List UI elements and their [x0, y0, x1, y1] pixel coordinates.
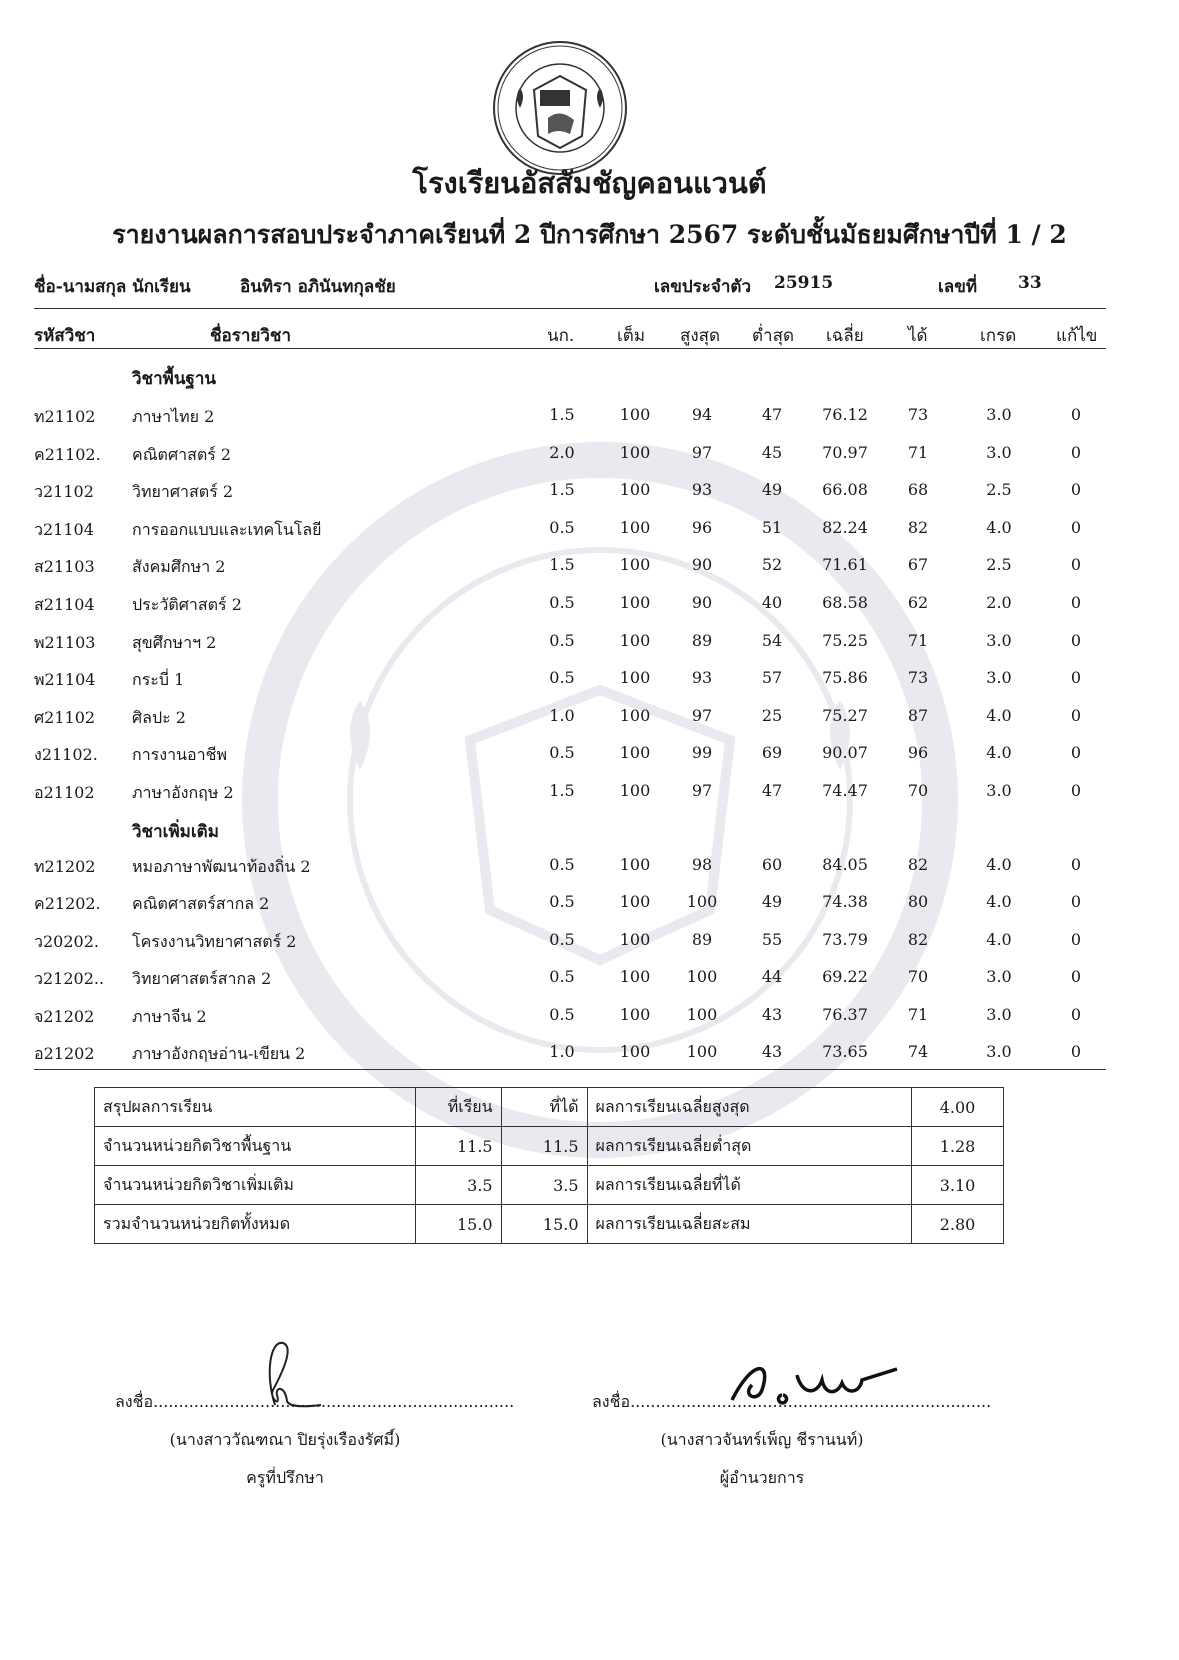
cell-avg: 73.79 — [822, 929, 868, 949]
cell-full: 100 — [619, 405, 651, 424]
cell-full: 100 — [619, 855, 651, 874]
student-name: อินทิรา อภินันทกุลชัย — [240, 277, 396, 297]
summary-result-label: ผลการเรียนเฉลี่ยสะสม — [587, 1205, 912, 1244]
summary-result-value: 4.00 — [912, 1088, 1004, 1127]
cell-score: 68 — [907, 480, 929, 500]
header-fix: แก้ไข — [1056, 326, 1098, 346]
cell-min: 47 — [761, 405, 783, 424]
cell-avg: 84.05 — [822, 855, 868, 874]
cell-avg: 75.25 — [822, 630, 868, 650]
advisor-position: ครูที่ปรึกษา — [246, 1468, 324, 1487]
table-row — [0, 1042, 1179, 1072]
cell-max: 100 — [686, 1004, 718, 1024]
cell-score: 87 — [907, 705, 929, 725]
cell-grade: 2.5 — [986, 555, 1012, 575]
cell-full: 100 — [619, 1004, 651, 1024]
cell-min: 40 — [761, 593, 783, 612]
cell-full: 100 — [619, 555, 651, 575]
cell-max: 100 — [686, 1042, 718, 1061]
table-row — [0, 781, 1179, 811]
cell-max: 90 — [691, 555, 713, 575]
cell-score: 82 — [907, 517, 929, 537]
table-row — [0, 480, 1179, 510]
cell-avg: 71.61 — [822, 555, 868, 575]
summary-result-label: ผลการเรียนเฉลี่ยสูงสุด — [587, 1088, 912, 1127]
summary-result-value: 3.10 — [912, 1166, 1004, 1205]
cell-fix: 0 — [1070, 630, 1082, 650]
cell-credit: 0.5 — [549, 1004, 575, 1024]
cell-min: 49 — [761, 892, 783, 912]
cell-name: ประวัติศาสตร์ 2 — [132, 595, 242, 614]
student-number: 33 — [1018, 273, 1042, 293]
cell-grade: 3.0 — [986, 1042, 1012, 1061]
cell-credit: 1.5 — [549, 405, 575, 424]
table-row — [0, 1005, 1179, 1035]
cell-min: 43 — [761, 1004, 783, 1024]
table-row — [0, 443, 1179, 473]
cell-max: 89 — [691, 630, 713, 650]
cell-fix: 0 — [1070, 442, 1082, 462]
cell-fix: 0 — [1070, 781, 1082, 800]
cell-code: ว21104 — [34, 519, 94, 539]
cell-avg: 76.12 — [822, 405, 868, 424]
summary-table — [94, 1087, 1004, 1244]
cell-min: 45 — [761, 442, 783, 462]
cell-code: ท21102 — [34, 407, 96, 426]
cell-code: ส21104 — [34, 595, 95, 614]
header-score: ได้ — [908, 326, 928, 346]
advisor-name: (นางสาววัณฑณา ปิยรุ่งเรืองรัศมี์) — [169, 1430, 401, 1449]
cell-full: 100 — [619, 517, 651, 537]
table-row — [0, 518, 1179, 548]
cell-min: 44 — [761, 967, 783, 987]
table-row — [0, 593, 1179, 623]
cell-avg: 66.08 — [822, 480, 868, 500]
cell-fix: 0 — [1070, 1004, 1082, 1024]
table-row — [0, 706, 1179, 736]
cell-name: กระบี่ 1 — [132, 670, 185, 690]
cell-credit: 1.0 — [549, 705, 575, 725]
cell-name: ภาษาอังกฤษ 2 — [132, 783, 234, 802]
cell-fix: 0 — [1070, 743, 1082, 763]
cell-grade: 4.0 — [986, 929, 1012, 949]
cell-grade: 4.0 — [986, 855, 1012, 874]
cell-max: 89 — [691, 929, 713, 949]
cell-name: ศิลปะ 2 — [132, 707, 186, 727]
director-name: (นางสาวจันทร์เพ็ญ ชีรานนท์) — [660, 1430, 864, 1449]
summary-col-enrolled: ที่เรียน — [415, 1088, 501, 1127]
cell-max: 99 — [691, 743, 713, 763]
cell-credit: 0.5 — [549, 929, 575, 949]
table-bottom-rule — [34, 1069, 1106, 1070]
cell-code: ว20202. — [34, 931, 99, 951]
header-credit: นก. — [547, 326, 575, 346]
cell-credit: 1.5 — [549, 555, 575, 575]
cell-max: 97 — [691, 442, 713, 462]
cell-code: ศ21102 — [34, 707, 96, 727]
cell-name: คณิตศาสตร์ 2 — [132, 444, 232, 464]
header-min: ต่ำสุด — [752, 326, 795, 346]
cell-code: อ21102 — [34, 783, 95, 802]
cell-avg: 76.37 — [822, 1004, 868, 1024]
cell-credit: 0.5 — [549, 743, 575, 763]
cell-score: 82 — [907, 929, 929, 949]
cell-grade: 3.0 — [986, 1004, 1012, 1024]
cell-code: ง21102. — [34, 745, 98, 765]
cell-credit: 0.5 — [549, 892, 575, 912]
cell-credit: 2.0 — [549, 442, 575, 462]
cell-code: พ21104 — [34, 670, 96, 690]
cell-fix: 0 — [1070, 517, 1082, 537]
summary-row — [95, 1127, 1004, 1166]
cell-grade: 3.0 — [986, 405, 1012, 424]
cell-full: 100 — [619, 929, 651, 949]
cell-avg: 73.65 — [822, 1042, 868, 1061]
cell-name: การออกแบบและเทคโนโลยี — [132, 519, 322, 539]
cell-score: 62 — [907, 593, 929, 612]
header-top-rule — [34, 308, 1106, 309]
cell-min: 57 — [761, 668, 783, 688]
cell-fix: 0 — [1070, 929, 1082, 949]
header-avg: เฉลี่ย — [826, 326, 864, 346]
cell-score: 70 — [907, 967, 929, 987]
cell-max: 93 — [691, 480, 713, 500]
summary-result-value: 2.80 — [912, 1205, 1004, 1244]
cell-code: ว21102 — [34, 482, 94, 502]
cell-name: สังคมศึกษา 2 — [132, 557, 226, 577]
cell-grade: 2.5 — [986, 480, 1012, 500]
cell-min: 60 — [761, 855, 783, 874]
table-row — [0, 892, 1179, 922]
cell-credit: 0.5 — [549, 593, 575, 612]
cell-grade: 2.0 — [986, 593, 1012, 612]
cell-name: วิทยาศาสตร์ 2 — [132, 482, 234, 502]
cell-code: ว21202.. — [34, 969, 105, 989]
summary-row-earned: 11.5 — [501, 1127, 587, 1166]
cell-max: 96 — [691, 517, 713, 537]
cell-name: วิทยาศาสตร์สากล 2 — [132, 969, 272, 989]
cell-score: 70 — [907, 781, 929, 800]
school-seal-icon — [490, 38, 630, 178]
director-position: ผู้อำนวยการ — [719, 1468, 805, 1487]
summary-title: สรุปผลการเรียน — [95, 1088, 416, 1127]
cell-score: 67 — [907, 555, 929, 575]
cell-name: คณิตศาสตร์สากล 2 — [132, 894, 270, 914]
header-max: สูงสุด — [680, 326, 721, 346]
cell-grade: 3.0 — [986, 668, 1012, 688]
cell-avg: 68.58 — [822, 593, 868, 612]
student-number-label: เลขที่ — [938, 277, 978, 297]
cell-full: 100 — [619, 1042, 651, 1061]
cell-grade: 4.0 — [986, 517, 1012, 537]
cell-fix: 0 — [1070, 555, 1082, 575]
cell-grade: 3.0 — [986, 630, 1012, 650]
cell-min: 51 — [761, 517, 783, 537]
cell-max: 94 — [691, 405, 713, 424]
summary-row-label: จำนวนหน่วยกิตวิชาเพิ่มเติม — [95, 1166, 416, 1205]
summary-row-enrolled: 11.5 — [415, 1127, 501, 1166]
cell-name: ภาษาจีน 2 — [132, 1006, 207, 1026]
cell-credit: 0.5 — [549, 855, 575, 874]
summary-row-label: จำนวนหน่วยกิตวิชาพื้นฐาน — [95, 1127, 416, 1166]
cell-score: 71 — [907, 442, 929, 462]
student-name-label: ชื่อ-นามสกุล นักเรียน — [34, 277, 191, 297]
cell-full: 100 — [619, 480, 651, 500]
cell-code: พ21103 — [34, 632, 96, 652]
group-title-elective: วิชาเพิ่มเติม — [132, 822, 219, 842]
table-row — [0, 668, 1179, 698]
cell-max: 100 — [686, 892, 718, 912]
cell-max: 97 — [691, 705, 713, 725]
cell-code: จ21202 — [34, 1006, 95, 1026]
table-row — [0, 405, 1179, 435]
cell-full: 100 — [619, 442, 651, 462]
header-name: ชื่อรายวิชา — [210, 326, 292, 346]
cell-full: 100 — [619, 705, 651, 725]
cell-full: 100 — [619, 630, 651, 650]
cell-fix: 0 — [1070, 705, 1082, 725]
cell-avg: 74.47 — [822, 781, 868, 800]
cell-avg: 74.38 — [822, 892, 868, 912]
cell-max: 97 — [691, 781, 713, 800]
summary-row-earned: 3.5 — [501, 1166, 587, 1205]
header-bottom-rule — [34, 348, 1106, 349]
cell-grade: 4.0 — [986, 892, 1012, 912]
cell-full: 100 — [619, 967, 651, 987]
cell-min: 69 — [761, 743, 783, 763]
cell-grade: 3.0 — [986, 967, 1012, 987]
cell-avg: 82.24 — [822, 517, 868, 537]
cell-score: 73 — [907, 668, 929, 688]
table-row — [0, 930, 1179, 960]
cell-name: ภาษาไทย 2 — [132, 407, 215, 426]
cell-name: หมอภาษาพัฒนาท้องถิ่น 2 — [132, 857, 311, 876]
summary-row — [95, 1166, 1004, 1205]
advisor-sign-label: ลงชื่อ....................................................................... — [115, 1392, 515, 1411]
cell-min: 47 — [761, 781, 783, 800]
summary-row — [95, 1205, 1004, 1244]
cell-code: ค21102. — [34, 444, 101, 464]
cell-min: 43 — [761, 1042, 783, 1061]
header-grade: เกรด — [980, 326, 1017, 346]
student-id-label: เลขประจำตัว — [654, 277, 751, 297]
summary-row-enrolled: 15.0 — [415, 1205, 501, 1244]
cell-avg: 75.27 — [822, 705, 868, 725]
cell-name: สุขศึกษาฯ 2 — [132, 632, 217, 652]
cell-fix: 0 — [1070, 668, 1082, 688]
cell-name: โครงงานวิทยาศาสตร์ 2 — [132, 931, 297, 951]
cell-grade: 3.0 — [986, 442, 1012, 462]
cell-grade: 4.0 — [986, 705, 1012, 725]
summary-row-label: รวมจำนวนหน่วยกิตทั้งหมด — [95, 1205, 416, 1244]
cell-fix: 0 — [1070, 1042, 1082, 1061]
group-title-core: วิชาพื้นฐาน — [132, 369, 217, 389]
cell-code: ท21202 — [34, 857, 96, 876]
cell-fix: 0 — [1070, 405, 1082, 424]
cell-score: 96 — [907, 743, 929, 763]
cell-grade: 3.0 — [986, 781, 1012, 800]
cell-fix: 0 — [1070, 892, 1082, 912]
table-row — [0, 631, 1179, 661]
cell-grade: 4.0 — [986, 743, 1012, 763]
table-row — [0, 855, 1179, 885]
table-row — [0, 743, 1179, 773]
cell-credit: 1.5 — [549, 480, 575, 500]
cell-fix: 0 — [1070, 967, 1082, 987]
cell-fix: 0 — [1070, 855, 1082, 874]
cell-min: 55 — [761, 929, 783, 949]
cell-credit: 0.5 — [549, 967, 575, 987]
table-row — [0, 967, 1179, 997]
cell-full: 100 — [619, 781, 651, 800]
cell-max: 100 — [686, 967, 718, 987]
summary-row-enrolled: 3.5 — [415, 1166, 501, 1205]
summary-row-earned: 15.0 — [501, 1205, 587, 1244]
cell-avg: 69.22 — [822, 967, 868, 987]
director-sign-label: ลงชื่อ....................................................................... — [592, 1392, 992, 1411]
cell-min: 52 — [761, 555, 783, 575]
cell-credit: 1.5 — [549, 781, 575, 800]
cell-full: 100 — [619, 743, 651, 763]
student-id: 25915 — [774, 273, 834, 293]
cell-full: 100 — [619, 668, 651, 688]
cell-full: 100 — [619, 593, 651, 612]
cell-avg: 75.86 — [822, 668, 868, 688]
cell-credit: 1.0 — [549, 1042, 575, 1061]
cell-code: ส21103 — [34, 557, 95, 577]
cell-min: 54 — [761, 630, 783, 650]
summary-col-earned: ที่ได้ — [501, 1088, 587, 1127]
cell-fix: 0 — [1070, 593, 1082, 612]
cell-fix: 0 — [1070, 480, 1082, 500]
cell-score: 80 — [907, 892, 929, 912]
cell-score: 73 — [907, 405, 929, 424]
summary-result-value: 1.28 — [912, 1127, 1004, 1166]
header-full: เต็ม — [617, 326, 646, 346]
school-name: โรงเรียนอัสสัมชัญคอนแวนต์ — [412, 166, 767, 200]
cell-max: 90 — [691, 593, 713, 612]
report-title: รายงานผลการสอบประจำภาคเรียนที่ 2 ปีการศึกษา 2567 ระดับชั้นมัธยมศึกษาปีที่ 1 / 2 — [112, 220, 1067, 249]
cell-credit: 0.5 — [549, 630, 575, 650]
cell-avg: 90.07 — [822, 743, 868, 763]
cell-code: อ21202 — [34, 1044, 95, 1063]
cell-name: ภาษาอังกฤษอ่าน-เขียน 2 — [132, 1044, 306, 1063]
header-code: รหัสวิชา — [34, 326, 96, 346]
cell-credit: 0.5 — [549, 517, 575, 537]
summary-result-label: ผลการเรียนเฉลี่ยต่ำสุด — [587, 1127, 912, 1166]
cell-min: 49 — [761, 480, 783, 500]
summary-result-label: ผลการเรียนเฉลี่ยที่ได้ — [587, 1166, 912, 1205]
cell-code: ค21202. — [34, 894, 101, 914]
cell-score: 74 — [907, 1042, 929, 1061]
cell-min: 25 — [761, 705, 783, 725]
cell-score: 71 — [907, 630, 929, 650]
cell-avg: 70.97 — [822, 442, 868, 462]
cell-score: 82 — [907, 855, 929, 874]
cell-score: 71 — [907, 1004, 929, 1024]
cell-credit: 0.5 — [549, 668, 575, 688]
cell-name: การงานอาชีพ — [132, 745, 227, 765]
summary-header-row — [95, 1088, 1004, 1127]
table-row — [0, 555, 1179, 585]
cell-max: 98 — [691, 855, 713, 874]
cell-full: 100 — [619, 892, 651, 912]
cell-max: 93 — [691, 668, 713, 688]
